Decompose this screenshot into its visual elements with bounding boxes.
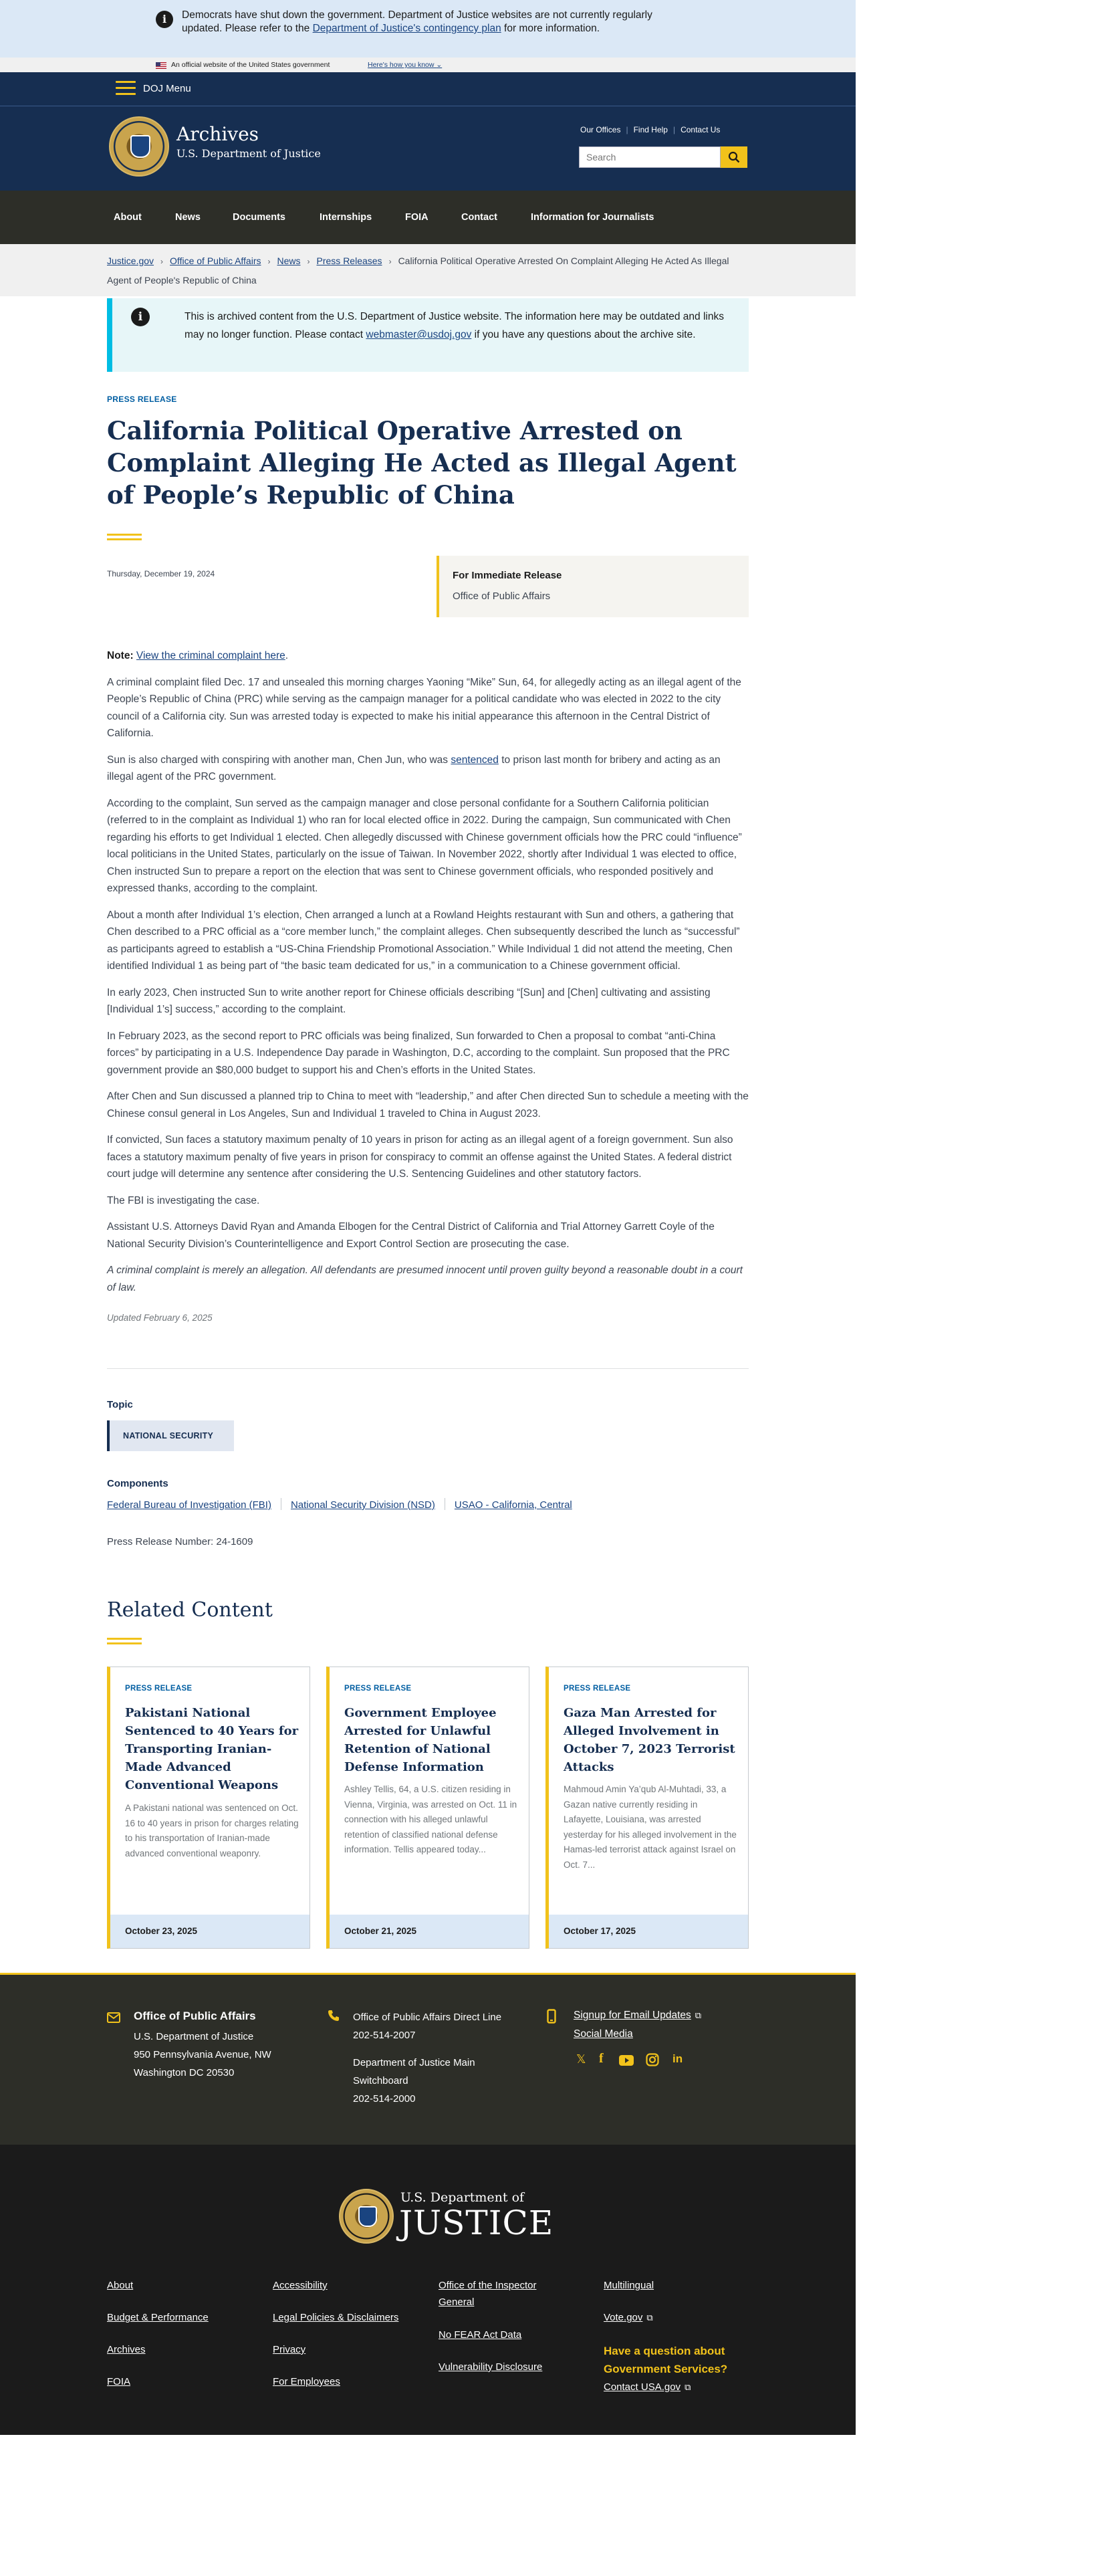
doj-seal-logo[interactable] xyxy=(339,2189,394,2244)
mail-icon xyxy=(107,2012,120,2023)
social-media-link[interactable]: Social Media xyxy=(574,2028,633,2040)
card-eyebrow: PRESS RELEASE xyxy=(125,1685,193,1693)
component-nsd-link[interactable]: National Security Division (NSD) xyxy=(290,1499,435,1511)
related-card[interactable] xyxy=(545,1667,749,1949)
footer-link-about[interactable]: About xyxy=(107,2280,134,2291)
contact-usa-link[interactable]: Contact USA.gov ⧉ xyxy=(604,2379,691,2395)
our-offices-link[interactable]: Our Offices xyxy=(580,125,621,134)
brand-subtitle: U.S. Department of Justice xyxy=(176,147,321,160)
footer-link-privacy[interactable]: Privacy xyxy=(273,2344,306,2355)
find-help-link[interactable]: Find Help xyxy=(633,125,668,134)
footer-link-accessibility[interactable]: Accessibility xyxy=(273,2280,328,2291)
nav-foia[interactable]: FOIA xyxy=(405,212,428,223)
related-card[interactable] xyxy=(107,1667,310,1949)
paragraph: Sun is also charged with conspiring with another man, Chen Jun, who was sentenced to prison last month for bribery and acting as an illegal agent of the PRC government. xyxy=(107,754,721,782)
related-content-heading: Related Content xyxy=(107,1598,273,1622)
release-office: Office of Public Affairs xyxy=(453,591,551,602)
topic-heading: Topic xyxy=(107,1399,133,1410)
info-icon: i xyxy=(156,11,173,28)
release-label: For Immediate Release xyxy=(453,570,562,581)
footer-link-archives[interactable]: Archives xyxy=(107,2344,146,2355)
instagram-icon[interactable] xyxy=(646,2053,659,2066)
component-fbi-link[interactable]: Federal Bureau of Investigation (FBI) xyxy=(107,1499,271,1511)
card-eyebrow: PRESS RELEASE xyxy=(564,1685,631,1693)
card-date: October 23, 2025 xyxy=(110,1915,310,1948)
card-date: October 21, 2025 xyxy=(330,1915,529,1948)
external-link-icon: ⧉ xyxy=(685,2382,691,2392)
contingency-plan-link[interactable]: Department of Justice's contingency plan xyxy=(312,23,501,34)
us-flag-icon xyxy=(156,62,166,69)
archive-message: This is archived content from the U.S. Department of Justice website. The information here may be outdated and links may no longer function. Please contact webmaster@usdoj.gov if you have any questions about the archive site. xyxy=(184,311,724,340)
footer-link-employees[interactable]: For Employees xyxy=(273,2376,340,2387)
utility-links: Our Offices | Find Help | Contact Us xyxy=(580,125,721,134)
breadcrumb-news[interactable]: News xyxy=(277,255,301,266)
search-input[interactable] xyxy=(580,147,720,167)
chevron-right-icon: › xyxy=(267,257,271,266)
social-icons xyxy=(574,2052,687,2068)
footer-link-legal[interactable]: Legal Policies & Disclaimers xyxy=(273,2312,399,2323)
paragraph: According to the complaint, Sun served as the campaign manager and close personal confidante for a Southern California politician (referred to in the complaint as Individual 1) who ran for local elected office in 2022. During the campaign, Sun communicated with Chen regarding his efforts to get Individual 1 elected. Chen allegedly discussed with Chinese government officials how the PRC could “influence” local politicians in the United States, particularly on the issue of Taiwan. In November 2022, shortly after Individual 1 was elected to office, Chen instructed Sun to prepare a report on the election that was sent to Chinese government officials, who responded positively and expressed thanks, according to the complaint. xyxy=(107,797,742,894)
chevron-right-icon: › xyxy=(307,257,310,266)
webmaster-email-link[interactable]: webmaster@usdoj.gov xyxy=(366,329,472,340)
office-heading: Office of Public Affairs xyxy=(134,2010,256,2022)
footer-link-vulnerability[interactable]: Vulnerability Disclosure xyxy=(439,2361,543,2373)
nav-about[interactable]: About xyxy=(114,212,142,223)
components-heading: Components xyxy=(107,1478,168,1489)
contact-footer xyxy=(0,1973,856,2145)
government-services-question: Have a question about Government Services? xyxy=(604,2345,728,2375)
footer-brand-top: U.S. Department of xyxy=(400,2190,525,2205)
footer-link-multilingual[interactable]: Multilingual xyxy=(604,2280,654,2291)
doj-seal-logo[interactable] xyxy=(109,116,169,177)
switchboard-label: Department of Justice Main Switchboard xyxy=(353,2057,475,2086)
gov-banner xyxy=(0,58,856,72)
card-eyebrow: PRESS RELEASE xyxy=(344,1685,412,1693)
search-icon xyxy=(728,151,740,163)
card-date: October 17, 2025 xyxy=(549,1915,748,1948)
archive-notice xyxy=(107,298,749,372)
youtube-icon[interactable] xyxy=(619,2055,634,2066)
hamburger-icon[interactable] xyxy=(116,81,136,96)
footer-brand-bottom: JUSTICE xyxy=(399,2204,554,2242)
main-nav xyxy=(0,191,856,244)
release-box xyxy=(437,556,749,617)
mobile-icon xyxy=(547,2009,556,2024)
page-title: California Political Operative Arrested on Complaint Alleging He Acted as Illegal Agent of People’s Republic of China xyxy=(107,416,737,510)
paragraph: The FBI is investigating the case. xyxy=(107,1194,260,1206)
doj-menu-bar xyxy=(0,72,856,106)
paragraph: In early 2023, Chen instructed Sun to write another report for Chinese officials describing “[Sun] and [Chen] cultivating and assisting [Individual 1’s] success,” according to the complaint. xyxy=(107,986,711,1015)
brand-title[interactable]: Archives xyxy=(176,123,259,145)
direct-line-number[interactable]: 202-514-2007 xyxy=(353,2030,416,2041)
external-link-icon: ⧉ xyxy=(646,2313,653,2323)
criminal-complaint-link[interactable]: View the criminal complaint here xyxy=(136,650,285,661)
footer-link-vote[interactable]: Vote.gov ⧉ xyxy=(604,2309,653,2326)
breadcrumb-press-releases[interactable]: Press Releases xyxy=(316,255,382,266)
paragraph: In February 2023, as the second report to PRC officials was being finalized, Sun forwarded to Chen a proposal to combat “anti-China forces” by participating in a U.S. Independence Day parade in Washington, D.C, according to the complaint. Sun proposed that the PRC government provide an $80,000 budget to support his and Chen’s efforts in the United States. xyxy=(107,1030,730,1076)
footer-link-budget[interactable]: Budget & Performance xyxy=(107,2312,209,2323)
card-summary: A Pakistani national was sentenced on Oct. 16 to 40 years in prison for charges relating to his transportation of Iranian-made advanced conventional weaponry. xyxy=(125,1803,299,1858)
facebook-icon[interactable]: f xyxy=(599,2051,604,2066)
nav-news[interactable]: News xyxy=(175,212,201,223)
search-box xyxy=(579,146,721,168)
footer-link-no-fear[interactable]: No FEAR Act Data xyxy=(439,2329,522,2341)
direct-line-label: Office of Public Affairs Direct Line xyxy=(353,2012,502,2023)
chevron-right-icon: › xyxy=(388,257,392,266)
related-card[interactable] xyxy=(326,1667,529,1949)
breadcrumb-opa[interactable]: Office of Public Affairs xyxy=(170,255,261,266)
site-header xyxy=(0,72,856,191)
search-button[interactable] xyxy=(721,146,747,168)
breadcrumb-justice[interactable]: Justice.gov xyxy=(107,255,154,266)
doj-menu-button[interactable]: DOJ Menu xyxy=(143,83,191,94)
info-icon: i xyxy=(131,308,150,326)
component-usao-link[interactable]: USAO - California, Central xyxy=(454,1499,572,1511)
divider xyxy=(107,1368,749,1369)
related-divider xyxy=(107,1638,142,1644)
topic-tag[interactable]: NATIONAL SECURITY xyxy=(107,1420,234,1451)
shutdown-message: Democrats have shut down the government. Department of Justice websites are not currently regularly updated. Please refer to the Department of Justice's contingency plan for more information. xyxy=(182,9,652,34)
footer-link-inspector-general[interactable]: Office of the Inspector General xyxy=(439,2280,537,2308)
nav-journalists[interactable]: Information for Journalists xyxy=(531,212,654,223)
disclaimer: A criminal complaint is merely an allegation. All defendants are presumed innocent until proven guilty beyond a reasonable doubt in a court of law. xyxy=(107,1265,743,1293)
nav-contact[interactable]: Contact xyxy=(461,212,497,223)
article-body xyxy=(107,647,749,1336)
chevron-down-icon: ⌄ xyxy=(436,61,443,69)
breadcrumb xyxy=(0,244,856,296)
components-list xyxy=(107,1498,572,1511)
email-signup-link[interactable]: Signup for Email Updates ⧉ xyxy=(574,2010,702,2021)
card-summary: Mahmoud Amin Ya’qub Al-Muhtadi, 33, a Gazan native currently residing in Lafayette, Louisiana, was arrested yesterday for his alleged involvement in the Hamas-led terrorist attack against Israel on Oct. 7... xyxy=(564,1784,737,1870)
nav-documents[interactable]: Documents xyxy=(233,212,285,223)
paragraph: About a month after Individual 1’s election, Chen arranged a lunch at a Rowland Heights restaurant with Sun and others, a gathering that Chen described to a PRC official as a “core member lunch,” the complaint alleges. Chen subsequently described the lunch as “successful” as participants agreed to establish a “US-China Friendship Promotional Association.” While Individual 1 did not attend the meeting, Chen identified Individual 1 as being part of “the basic team dedicated for us,” in a communication to a Chinese government official. xyxy=(107,909,740,972)
paragraph: After Chen and Sun discussed a planned trip to China to meet with “leadership,” and after Chen directed Sun to schedule a meeting with the Chinese consul general in Los Angeles, Sun and Individual 1 traveled to China in August 2023. xyxy=(107,1091,749,1119)
phone-icon xyxy=(328,2010,340,2022)
press-release-eyebrow: PRESS RELEASE xyxy=(107,395,177,404)
breadcrumb-current: California Political Operative Arrested On Complaint Alleging He Acted As Illegal Agent of People's Republic of China xyxy=(107,255,729,286)
gov-banner-text: An official website of the United States government xyxy=(171,61,330,69)
paragraph: A criminal complaint filed Dec. 17 and unsealed this morning charges Yaoning “Mike” Sun, 64, for allegedly acting as an illegal agent of the People’s Republic of China (PRC) while serving as the campaign manager for a political candidate who was elected in 2022 to the city council of a California city. Sun was arrested today is expected to make his initial appearance this afternoon in the Central District of California. xyxy=(107,676,741,739)
press-release-number: Press Release Number: 24-1609 xyxy=(107,1536,253,1547)
external-link-icon: ⧉ xyxy=(695,2010,702,2020)
chevron-right-icon: › xyxy=(160,257,164,266)
how-you-know-link[interactable]: Here's how you know ⌄ xyxy=(368,61,443,69)
x-twitter-icon[interactable]: 𝕏 xyxy=(576,2052,586,2066)
bottom-footer xyxy=(0,2145,856,2435)
card-summary: Ashley Tellis, 64, a U.S. citizen residing in Vienna, Virginia, was arrested on Oct. 11 in connection with his alleged unlawful retention of classified national defense information. Tellis appeared today... xyxy=(344,1784,517,1854)
paragraph: Assistant U.S. Attorneys David Ryan and Amanda Elbogen for the Central District of California and Trial Attorney Garrett Coyle of the National Security Division’s Counterintelligence and Export Control Section are prosecuting the case. xyxy=(107,1221,715,1250)
office-address: U.S. Department of Justice 950 Pennsylvania Avenue, NW Washington DC 20530 xyxy=(134,2031,271,2078)
note: Note: View the criminal complaint here. xyxy=(107,650,289,661)
updated-date: Updated February 6, 2025 xyxy=(107,1313,213,1323)
card-title[interactable]: Government Employee Arrested for Unlawful Retention of National Defense Information xyxy=(344,1706,497,1774)
card-title[interactable]: Pakistani National Sentenced to 40 Years for Transporting Iranian-Made Advanced Conventional Weapons xyxy=(125,1706,299,1792)
card-title[interactable]: Gaza Man Arrested for Alleged Involvement in October 7, 2023 Terrorist Attacks xyxy=(564,1706,735,1774)
paragraph: If convicted, Sun faces a statutory maximum penalty of 10 years in prison for acting as an illegal agent of a foreign government. Sun also faces a statutory maximum penalty of five years in prison for conspiracy to commit an offense against the United States. A federal district court judge will determine any sentence after considering the U.S. Sentencing Guidelines and other statutory factors. xyxy=(107,1134,733,1180)
nav-internships[interactable]: Internships xyxy=(320,212,372,223)
contact-us-link[interactable]: Contact Us xyxy=(681,125,721,134)
shutdown-banner xyxy=(0,0,856,58)
sentenced-link[interactable]: sentenced xyxy=(451,754,499,766)
switchboard-number[interactable]: 202-514-2000 xyxy=(353,2093,416,2105)
linkedin-icon[interactable]: in xyxy=(672,2052,683,2065)
title-divider xyxy=(107,534,142,540)
release-date: Thursday, December 19, 2024 xyxy=(107,569,215,578)
footer-link-foia[interactable]: FOIA xyxy=(107,2376,131,2387)
